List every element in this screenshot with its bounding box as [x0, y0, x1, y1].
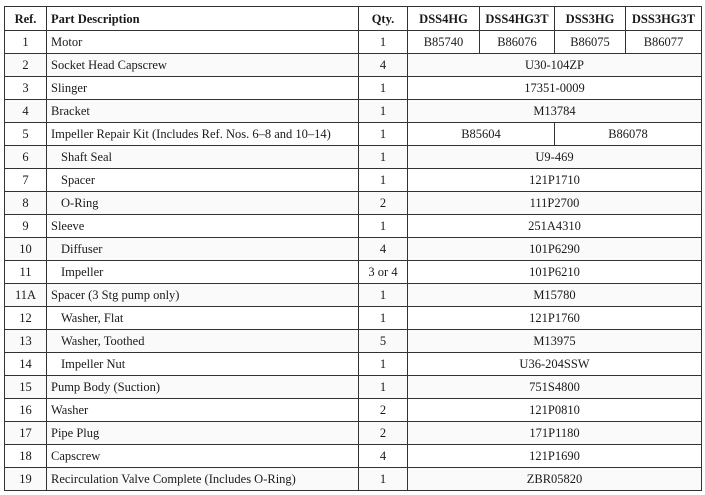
cell-description: [47, 215, 359, 238]
cell-description: [47, 238, 359, 261]
header-model-dss3hg3t: DSS3HG3T: [626, 7, 702, 31]
cell-part-number: 121P1690: [408, 445, 702, 468]
table-row: [5, 307, 702, 330]
cell-qty: 4: [359, 238, 408, 261]
cell-part-number: B86078: [555, 123, 702, 146]
cell-part-number: 751S4800: [408, 376, 702, 399]
cell-ref: 9: [5, 215, 47, 238]
cell-description: [47, 399, 359, 422]
parts-list-container: [4, 6, 701, 491]
cell-qty: 1: [359, 169, 408, 192]
cell-ref: 11A: [5, 284, 47, 307]
cell-qty: 4: [359, 54, 408, 77]
table-row: [5, 399, 702, 422]
description-text: Bracket: [51, 104, 90, 118]
description-text: Pipe Plug: [51, 426, 100, 440]
cell-part-number: 101P6290: [408, 238, 702, 261]
cell-qty: 1: [359, 284, 408, 307]
header-description: Part Description: [47, 7, 359, 31]
cell-part-number: 121P0810: [408, 399, 702, 422]
cell-qty: 4: [359, 445, 408, 468]
cell-qty: 1: [359, 31, 408, 54]
cell-ref: 11: [5, 261, 47, 284]
table-row: [5, 77, 702, 100]
cell-description: [47, 123, 359, 146]
cell-ref: 1: [5, 31, 47, 54]
cell-description: [47, 77, 359, 100]
header-model-dss3hg: DSS3HG: [555, 7, 626, 31]
cell-part-number: 17351-0009: [408, 77, 702, 100]
cell-ref: 5: [5, 123, 47, 146]
table-row: [5, 353, 702, 376]
table-row: [5, 330, 702, 353]
cell-ref: 15: [5, 376, 47, 399]
cell-qty: 5: [359, 330, 408, 353]
header-model-dss4hg3t: DSS4HG3T: [480, 7, 555, 31]
description-text: Socket Head Capscrew: [51, 58, 167, 72]
cell-qty: 1: [359, 376, 408, 399]
cell-ref: 4: [5, 100, 47, 123]
cell-ref: 7: [5, 169, 47, 192]
table-row: [5, 468, 702, 491]
cell-qty: 1: [359, 353, 408, 376]
table-row: [5, 422, 702, 445]
description-text: Spacer: [61, 173, 96, 187]
cell-part-number: 171P1180: [408, 422, 702, 445]
header-ref: Ref.: [5, 7, 47, 31]
cell-qty: 2: [359, 192, 408, 215]
cell-qty: 1: [359, 123, 408, 146]
cell-ref: 8: [5, 192, 47, 215]
cell-ref: 14: [5, 353, 47, 376]
cell-ref: 18: [5, 445, 47, 468]
table-row: [5, 445, 702, 468]
cell-ref: 10: [5, 238, 47, 261]
cell-ref: 12: [5, 307, 47, 330]
header-row: [5, 7, 702, 31]
description-text: Impeller Repair Kit (Includes Ref. Nos. 6–8 and 10–14): [51, 127, 331, 141]
description-text: Pump Body (Suction): [51, 380, 161, 394]
cell-qty: 2: [359, 399, 408, 422]
header-qty: Qty.: [359, 7, 408, 31]
cell-ref: 19: [5, 468, 47, 491]
cell-part-number: 251A4310: [408, 215, 702, 238]
cell-part-number: B86075: [555, 31, 626, 54]
header-model-dss4hg: DSS4HG: [408, 7, 480, 31]
cell-part-number: 121P1710: [408, 169, 702, 192]
description-text: Impeller Nut: [61, 357, 126, 371]
description-text: Slinger: [51, 81, 88, 95]
cell-part-number: U36-204SSW: [408, 353, 702, 376]
description-text: Spacer (3 Stg pump only): [51, 288, 180, 302]
cell-qty: 1: [359, 307, 408, 330]
description-text: Shaft Seal: [61, 150, 113, 164]
cell-ref: 13: [5, 330, 47, 353]
cell-part-number: B86077: [626, 31, 702, 54]
cell-part-number: B85604: [408, 123, 555, 146]
cell-qty: 1: [359, 215, 408, 238]
cell-description: [47, 330, 359, 353]
cell-qty: 2: [359, 422, 408, 445]
cell-description: [47, 169, 359, 192]
cell-part-number: ZBR05820: [408, 468, 702, 491]
cell-description: [47, 100, 359, 123]
cell-qty: 1: [359, 77, 408, 100]
cell-ref: 6: [5, 146, 47, 169]
cell-description: [47, 284, 359, 307]
cell-description: [47, 422, 359, 445]
parts-list-table: [4, 6, 702, 491]
cell-description: [47, 445, 359, 468]
cell-part-number: U30-104ZP: [408, 54, 702, 77]
cell-part-number: B85740: [408, 31, 480, 54]
cell-part-number: 101P6210: [408, 261, 702, 284]
cell-part-number: 121P1760: [408, 307, 702, 330]
description-text: Recirculation Valve Complete (Includes O-Ring): [51, 472, 296, 486]
cell-part-number: M15780: [408, 284, 702, 307]
cell-part-number: M13784: [408, 100, 702, 123]
description-text: Impeller: [61, 265, 104, 279]
table-row: [5, 215, 702, 238]
description-text: Diffuser: [61, 242, 103, 256]
description-text: O-Ring: [61, 196, 99, 210]
parts-table-body: [5, 31, 702, 491]
table-row: [5, 261, 702, 284]
description-text: Washer, Flat: [61, 311, 124, 325]
cell-ref: 17: [5, 422, 47, 445]
cell-description: [47, 54, 359, 77]
cell-qty: 1: [359, 100, 408, 123]
table-row: [5, 376, 702, 399]
table-row: [5, 192, 702, 215]
cell-part-number: M13975: [408, 330, 702, 353]
cell-description: [47, 31, 359, 54]
cell-ref: 2: [5, 54, 47, 77]
cell-part-number: U9-469: [408, 146, 702, 169]
description-text: Washer: [51, 403, 89, 417]
cell-description: [47, 192, 359, 215]
table-row: [5, 100, 702, 123]
table-row: [5, 123, 702, 146]
cell-description: [47, 146, 359, 169]
description-text: Sleeve: [51, 219, 85, 233]
description-text: Motor: [51, 35, 83, 49]
cell-qty: 1: [359, 146, 408, 169]
description-text: Washer, Toothed: [61, 334, 145, 348]
table-row: [5, 284, 702, 307]
cell-description: [47, 376, 359, 399]
table-row: [5, 169, 702, 192]
cell-part-number: 111P2700: [408, 192, 702, 215]
table-row: [5, 54, 702, 77]
table-row: [5, 31, 702, 54]
cell-description: [47, 307, 359, 330]
cell-qty: 3 or 4: [359, 261, 408, 284]
cell-description: [47, 353, 359, 376]
cell-description: [47, 261, 359, 284]
cell-ref: 3: [5, 77, 47, 100]
table-row: [5, 238, 702, 261]
cell-ref: 16: [5, 399, 47, 422]
cell-description: [47, 468, 359, 491]
description-text: Capscrew: [51, 449, 101, 463]
cell-part-number: B86076: [480, 31, 555, 54]
table-row: [5, 146, 702, 169]
cell-qty: 1: [359, 468, 408, 491]
